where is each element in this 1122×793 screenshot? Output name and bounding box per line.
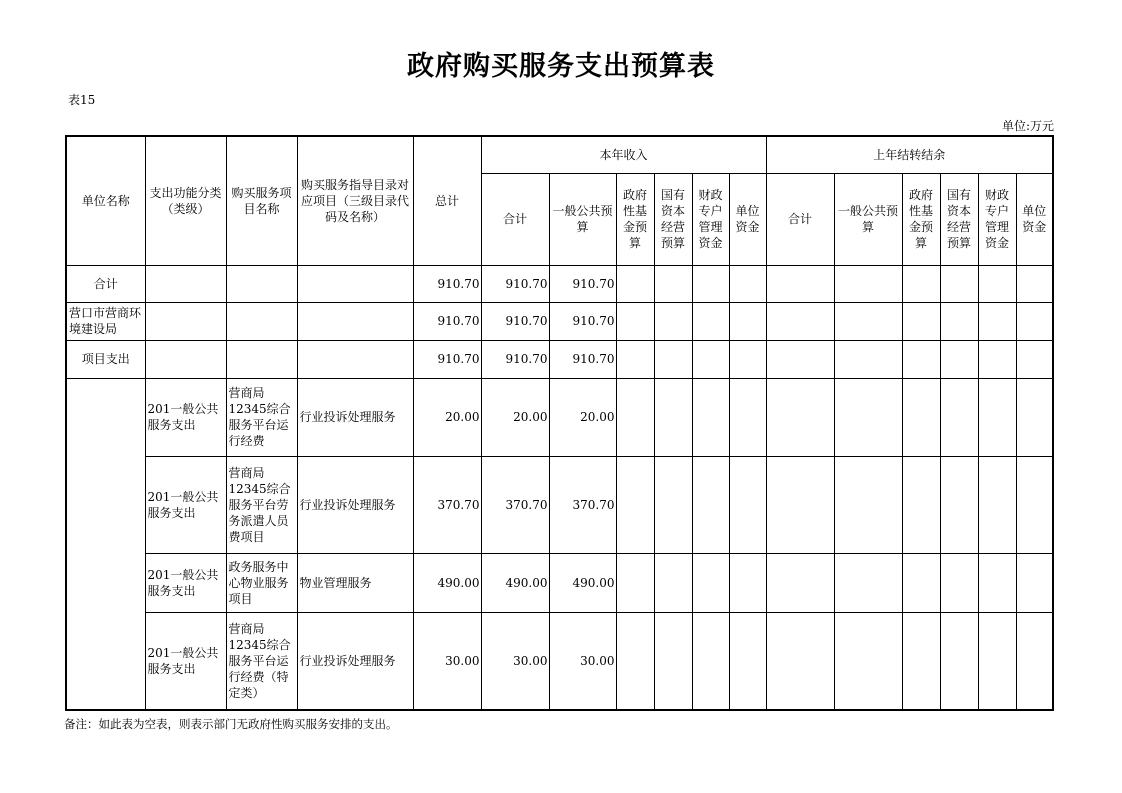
cell-project-name: 营商局12345综合服务平台运行经费（特定类） [226, 612, 297, 710]
cell-total: 20.00 [413, 378, 481, 456]
cell-guide-item: 物业管理服务 [297, 553, 413, 612]
header-guide-item: 购买服务指导目录对应项目（三级目录代码及名称） [297, 136, 413, 265]
header-carry-gov-fund: 政府性基金预算 [902, 173, 940, 265]
cell-total: 910.70 [413, 265, 481, 302]
cell-income-sum: 490.00 [481, 553, 549, 612]
row-name: 合计 [66, 265, 145, 302]
cell-func-class: 201一般公共服务支出 [145, 456, 226, 553]
header-unit-name: 单位名称 [66, 136, 145, 265]
header-row-1 [66, 136, 1053, 173]
cell-income-general: 20.00 [549, 378, 616, 456]
header-total: 总计 [413, 136, 481, 265]
table-row [66, 612, 1053, 710]
table-row [66, 378, 1053, 456]
header-income-unit-fund: 单位资金 [729, 173, 766, 265]
cell-func-class: 201一般公共服务支出 [145, 553, 226, 612]
header-carry-general-budget: 一般公共预算 [834, 173, 902, 265]
cell-income-general: 30.00 [549, 612, 616, 710]
header-income-special-fund: 财政专户管理资金 [692, 173, 729, 265]
cell-func-class: 201一般公共服务支出 [145, 378, 226, 456]
cell-project-name: 营商局12345综合服务平台运行经费 [226, 378, 297, 456]
cell-project-name: 营商局12345综合服务平台劳务派遣人员费项目 [226, 456, 297, 553]
cell-total: 910.70 [413, 340, 481, 378]
header-carryover: 上年结转结余 [766, 136, 1053, 173]
header-income-sum: 合计 [481, 173, 549, 265]
table-row-total [66, 265, 1053, 302]
cell-income-general: 490.00 [549, 553, 616, 612]
header-carry-state-capital: 国有资本经营预算 [940, 173, 978, 265]
header-income-general-budget: 一般公共预算 [549, 173, 616, 265]
cell-income-sum: 30.00 [481, 612, 549, 710]
header-income-state-capital: 国有资本经营预算 [654, 173, 692, 265]
cell-income-sum: 20.00 [481, 378, 549, 456]
cell-income-sum: 910.70 [481, 302, 549, 340]
table-row-unit [66, 302, 1053, 340]
table-row-project-expense [66, 340, 1053, 378]
table-number: 表15 [68, 93, 96, 107]
table-row [66, 456, 1053, 553]
header-income-gov-fund: 政府性基金预算 [616, 173, 654, 265]
cell-income-sum: 370.70 [481, 456, 549, 553]
cell-income-general: 910.70 [549, 302, 616, 340]
cell-income-general: 910.70 [549, 265, 616, 302]
cell-income-general: 910.70 [549, 340, 616, 378]
cell-total: 910.70 [413, 302, 481, 340]
cell-func-class: 201一般公共服务支出 [145, 612, 226, 710]
page-title: 政府购买服务支出预算表 [407, 51, 715, 82]
cell-total: 490.00 [413, 553, 481, 612]
cell-guide-item: 行业投诉处理服务 [297, 456, 413, 553]
header-project-name: 购买服务项目名称 [226, 136, 297, 265]
header-carry-sum: 合计 [766, 173, 834, 265]
header-current-income: 本年收入 [481, 136, 766, 173]
header-carry-special-fund: 财政专户管理资金 [978, 173, 1016, 265]
cell-total: 30.00 [413, 612, 481, 710]
row-name: 营口市营商环境建设局 [66, 302, 145, 340]
cell-guide-item: 行业投诉处理服务 [297, 378, 413, 456]
cell-project-name: 政务服务中心物业服务项目 [226, 553, 297, 612]
footnote: 备注：如此表为空表，则表示部门无政府性购买服务安排的支出。 [64, 717, 398, 731]
cell-income-sum: 910.70 [481, 265, 549, 302]
cell-income-sum: 910.70 [481, 340, 549, 378]
cell-total: 370.70 [413, 456, 481, 553]
row-name: 项目支出 [66, 340, 145, 378]
table-row [66, 553, 1053, 612]
header-carry-unit-fund: 单位资金 [1016, 173, 1053, 265]
cell-income-general: 370.70 [549, 456, 616, 553]
blank-unit-cell [66, 378, 145, 710]
header-func-class: 支出功能分类（类级） [145, 136, 226, 265]
budget-table [65, 135, 1054, 711]
unit-label: 单位:万元 [1001, 119, 1054, 133]
cell-guide-item: 行业投诉处理服务 [297, 612, 413, 710]
